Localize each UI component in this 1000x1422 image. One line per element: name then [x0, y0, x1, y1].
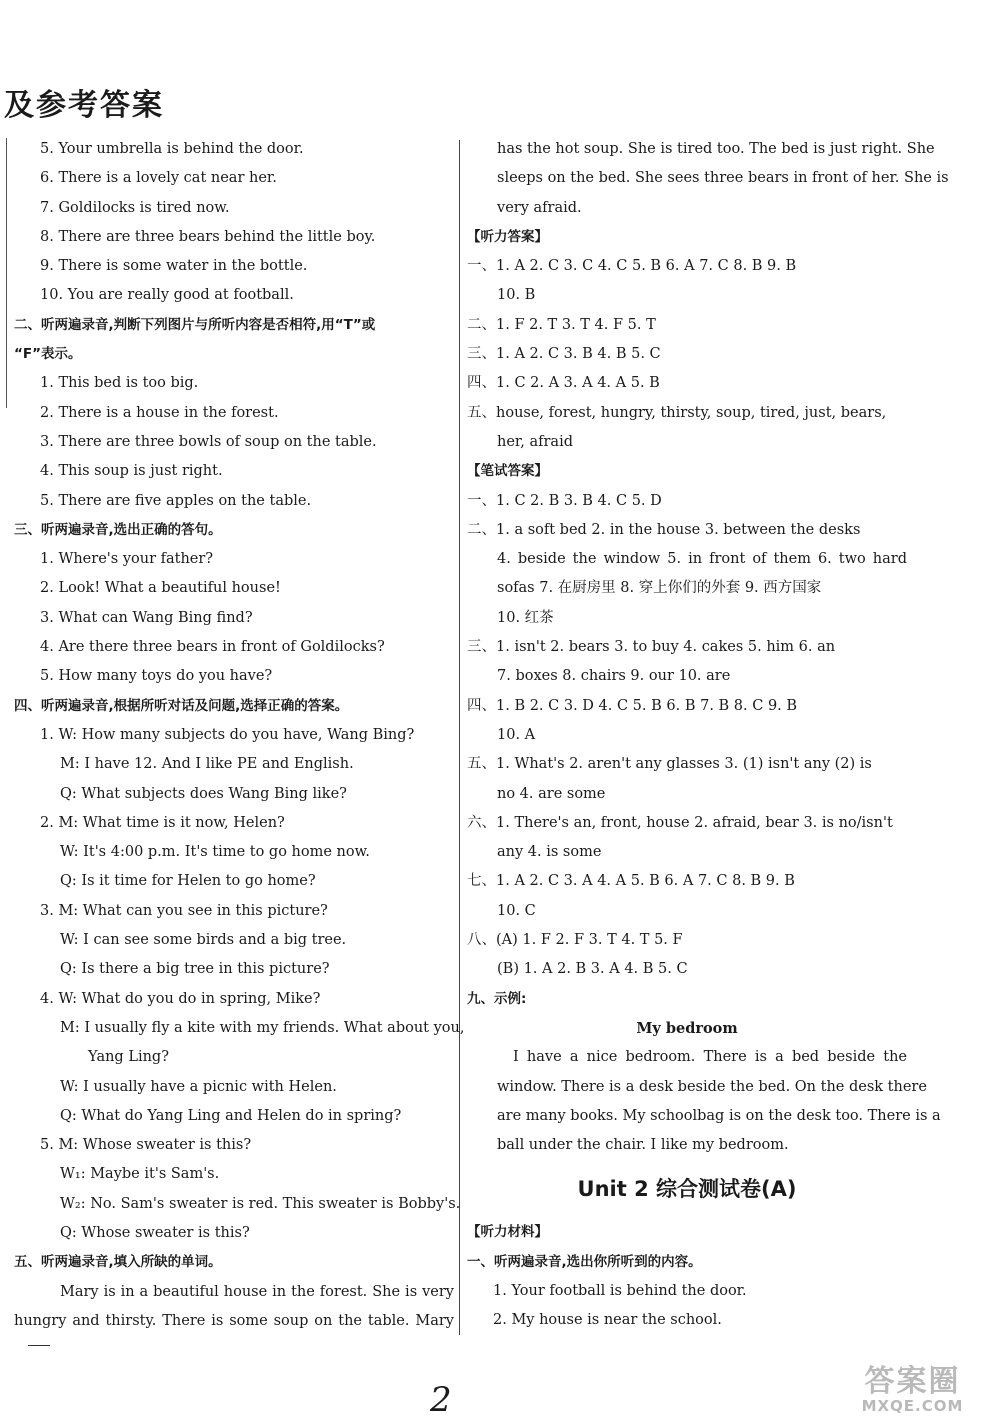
left-text-line: 1. Where's your father?	[40, 551, 214, 568]
right-text-line: 一、听两遍录音,选出你所听到的内容。	[467, 1253, 702, 1270]
column-divider	[459, 140, 460, 1335]
page-number: 2	[430, 1380, 452, 1420]
left-text-line: 1. W: How many subjects do you have, Wang Bing?	[40, 726, 415, 743]
right-text-line: 三、1. isn't 2. bears 3. to buy 4. cakes 5. him 6. an	[467, 639, 836, 656]
right-text-line: 二、1. a soft bed 2. in the house 3. between the desks	[467, 521, 861, 538]
right-text-line: 七、1. A 2. C 3. A 4. A 5. B 6. A 7. C 8. B 9. B	[467, 873, 795, 890]
left-text-line: 2. M: What time is it now, Helen?	[40, 814, 285, 831]
left-text-line: Q: What subjects does Wang Bing like?	[60, 785, 347, 802]
left-text-line: 5. How many toys do you have?	[40, 668, 273, 685]
right-text-line: 2. My house is near the school.	[493, 1312, 722, 1329]
left-text-line: W₂: No. Sam's sweater is red. This sweater is Bobby's.	[60, 1195, 461, 1212]
right-text-line: 四、1. C 2. A 3. A 4. A 5. B	[467, 375, 660, 392]
left-text-line: “F”表示。	[14, 346, 82, 363]
right-text-line: has the hot soup. She is tired too. The bed is just right. She	[497, 141, 935, 157]
left-text-line: M: I usually fly a kite with my friends. What about you,	[60, 1019, 465, 1036]
left-text-line: 3. There are three bowls of soup on the table.	[40, 433, 377, 450]
left-text-line: W: I usually have a picnic with Helen.	[60, 1078, 337, 1095]
left-text-line: Yang Ling?	[88, 1049, 169, 1066]
right-text-line: 【笔试答案】	[467, 463, 548, 480]
header-title: 及参考答案	[4, 88, 164, 123]
left-text-line: 五、听两遍录音,填入所缺的单词。	[14, 1254, 222, 1271]
bottom-rule	[28, 1345, 50, 1346]
left-text-line: 2. Look! What a beautiful house!	[40, 580, 281, 597]
left-text-line: 10. You are really good at football.	[40, 287, 294, 304]
right-text-line: 【听力答案】	[467, 228, 548, 245]
left-text-line: hungry and thirsty. There is some soup on the table. Mary	[14, 1312, 454, 1329]
left-margin-rule	[6, 138, 7, 408]
left-text-line: W₁: Maybe it's Sam's.	[60, 1166, 220, 1183]
right-text-line: 4. beside the window 5. in front of them 6. two hard	[497, 551, 907, 568]
right-text-line: 1. Your football is behind the door.	[493, 1282, 747, 1299]
right-text-line: very afraid.	[497, 199, 582, 216]
left-text-line: Q: Is there a big tree in this picture?	[60, 961, 330, 978]
left-text-line: 4. This soup is just right.	[40, 463, 223, 480]
right-text-line: 10. C	[497, 902, 536, 919]
left-text-line: Q: Whose sweater is this?	[60, 1224, 250, 1241]
right-text-line: 一、1. C 2. B 3. B 4. C 5. D	[467, 492, 662, 509]
right-text-line: any 4. is some	[497, 844, 602, 861]
right-text-line: sofas 7. 在厨房里 8. 穿上你们的外套 9. 西方国家	[497, 580, 822, 597]
left-text-line: 5. Your umbrella is behind the door.	[40, 141, 304, 157]
right-text-line: 六、1. There's an, front, house 2. afraid, bear 3. is no/isn't	[467, 814, 893, 831]
right-text-line: her, afraid	[497, 433, 573, 450]
left-text-line: 1. This bed is too big.	[40, 375, 199, 392]
left-text-line: 3. M: What can you see in this picture?	[40, 902, 328, 919]
right-text-line: 九、示例:	[467, 990, 527, 1007]
right-text-line: are many books. My schoolbag is on the desk too. There is a	[497, 1107, 941, 1124]
left-text-line: 四、听两遍录音,根据所听对话及问题,选择正确的答案。	[14, 697, 349, 714]
right-text-line: no 4. are some	[497, 785, 606, 802]
right-text-line: sleeps on the bed. She sees three bears in front of her. She is	[497, 170, 949, 187]
left-text-line: 9. There is some water in the bottle.	[40, 258, 308, 275]
left-text-line: 8. There are three bears behind the little boy.	[40, 228, 376, 245]
right-text-line: 三、1. A 2. C 3. B 4. B 5. C	[467, 346, 661, 363]
left-text-line: Q: What do Yang Ling and Helen do in spring?	[60, 1107, 402, 1124]
left-text-line: 5. M: Whose sweater is this?	[40, 1137, 252, 1154]
watermark-logo: 答案圈	[864, 1364, 961, 1399]
right-text-line: 10. B	[497, 287, 536, 304]
right-text-line: 五、house, forest, hungry, thirsty, soup, tired, just, bears,	[467, 404, 887, 421]
left-text-line: M: I have 12. And I like PE and English.	[60, 756, 354, 773]
left-text-line: 二、听两遍录音,判断下列图片与所听内容是否相符,用“T”或	[14, 316, 376, 333]
right-text-line: (B) 1. A 2. B 3. A 4. B 5. C	[497, 961, 688, 978]
right-text-line: window. There is a desk beside the bed. On the desk there	[497, 1078, 927, 1095]
left-text-line: Q: Is it time for Helen to go home?	[60, 873, 316, 890]
left-text-line: 5. There are five apples on the table.	[40, 492, 312, 509]
right-text-line: 二、1. F 2. T 3. T 4. F 5. T	[467, 316, 656, 333]
right-text-line: 五、1. What's 2. aren't any glasses 3. (1) isn't any (2) is	[467, 756, 872, 773]
left-text-line: 2. There is a house in the forest.	[40, 404, 279, 421]
right-text-line: 四、1. B 2. C 3. D 4. C 5. B 6. B 7. B 8. C 9. B	[467, 697, 798, 714]
watermark	[845, 1365, 980, 1415]
right-column	[467, 135, 949, 1336]
right-text-line: 一、1. A 2. C 3. C 4. C 5. B 6. A 7. C 8. B 9. B	[467, 258, 797, 275]
right-text-line: 【听力材料】	[467, 1224, 548, 1241]
left-text-line: 4. W: What do you do in spring, Mike?	[40, 990, 321, 1007]
watermark-url: MXQE.COM	[861, 1397, 964, 1415]
left-text-line: 7. Goldilocks is tired now.	[40, 199, 230, 216]
left-text-line: 6. There is a lovely cat near her.	[40, 170, 277, 187]
left-text-line: 4. Are there three bears in front of Goldilocks?	[40, 639, 385, 656]
left-text-line: W: I can see some birds and a big tree.	[60, 932, 347, 949]
left-text-line: 3. What can Wang Bing find?	[40, 609, 253, 626]
right-text-line: 10. A	[497, 726, 536, 743]
right-text-line: 7. boxes 8. chairs 9. our 10. are	[497, 668, 731, 685]
left-text-line: 三、听两遍录音,选出正确的答句。	[14, 521, 222, 538]
left-column	[14, 135, 465, 1336]
right-text-line: ball under the chair. I like my bedroom.	[497, 1137, 789, 1154]
right-text-line: My bedroom	[636, 1019, 738, 1037]
right-text-line: Unit 2 综合测试卷(A)	[577, 1177, 797, 1202]
right-text-line: I have a nice bedroom. There is a bed beside the	[513, 1049, 907, 1066]
right-text-line: 八、(A) 1. F 2. F 3. T 4. T 5. F	[467, 932, 683, 949]
left-text-line: W: It's 4:00 p.m. It's time to go home now.	[60, 844, 370, 861]
right-text-line: 10. 红茶	[497, 609, 554, 626]
left-text-line: Mary is in a beautiful house in the forest. She is very	[60, 1283, 454, 1300]
